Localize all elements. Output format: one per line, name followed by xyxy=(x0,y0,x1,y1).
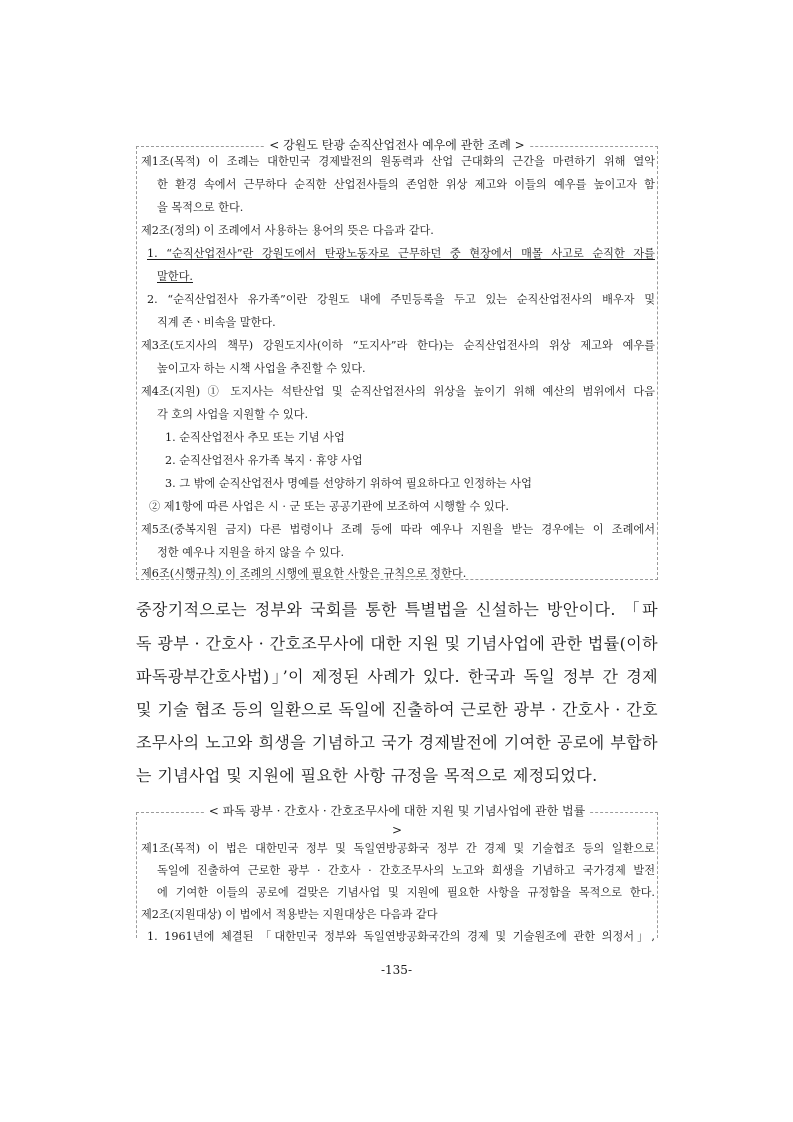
page-number: -135- xyxy=(380,963,412,977)
body-paragraph-line: 조무사의 노고와 희생을 기념하고 국가 경제발전에 기여한 공로에 부합하 xyxy=(136,733,658,752)
ordinance-box xyxy=(136,138,658,580)
ordinance-line: 3. 그 밖에 순직산업전사 명예를 선양하기 위하여 필요하다고 인정하는 사업 xyxy=(165,477,532,490)
ordinance-line: 2. “순직산업전사 유가족”이란 강원도 내에 주민등록을 두고 있는 순직산업전사의 배우자 및 xyxy=(147,293,655,306)
ordinance-line: ② 제1항에 따른 사업은 시 · 군 또는 공공기관에 보조하여 시행할 수 있다. xyxy=(149,500,509,513)
body-paragraph-line: 는 기념사업 및 지원에 필요한 사항 규정을 목적으로 제정되었다. xyxy=(136,766,598,785)
ordinance-line: 제6조(시행규칙) 이 조례의 시행에 필요한 사항은 규칙으로 정한다. xyxy=(141,567,467,580)
ordinance-line: 높이고자 하는 시책 사업을 추진할 수 있다. xyxy=(157,362,366,375)
law-box-title: < 파독 광부 · 간호사 · 간호조무사에 대한 지원 및 기념사업에 관한 법률 xyxy=(137,804,657,818)
ordinance-line: 제2조(정의) 이 조례에서 사용하는 용어의 뜻은 다음과 같다. xyxy=(141,224,434,237)
body-paragraph-line: 중장기적으로는 정부와 국회를 통한 특별법을 신설하는 방안이다. 「파 xyxy=(136,600,658,619)
body-paragraph-line: 파독광부간호사법)」’이 제정된 사례가 있다. 한국과 독일 정부 간 경제 xyxy=(136,667,658,686)
law-line: 제2조(지원대상) 이 법에서 적용받는 지원대상은 다음과 같다 xyxy=(141,908,438,921)
ordinance-box-title: < 강원도 탄광 순직산업전사 예우에 관한 조례 > xyxy=(137,138,657,152)
law-box-title-close: > xyxy=(391,823,403,837)
body-paragraph-line: 및 기술 협조 등의 일환으로 독일에 진출하여 근로한 광부 · 간호사 · 간호 xyxy=(136,700,658,719)
ordinance-line: 제5조(중복지원 금지) 다른 법령이나 조례 등에 따라 예우나 지원을 받는 경우에는 이 조례에서 xyxy=(141,523,655,536)
ordinance-line: 한 환경 속에서 근무하다 순직한 산업전사들의 존엄한 위상 제고와 이들의 예우를 높이고자 함 xyxy=(157,178,655,191)
ordinance-line: 각 호의 사업을 지원할 수 있다. xyxy=(157,408,309,421)
law-line: 제1조(목적) 이 법은 대한민국 정부 및 독일연방공화국 정부 간 경제 및 기술협조 등의 일환으로 xyxy=(141,842,655,855)
law-box xyxy=(136,804,658,943)
ordinance-line-underlined: 말한다. xyxy=(157,270,193,283)
law-line: 1. 1961년에 체결된 「대한민국 정부와 독일연방공화국간의 경제 및 기술원조에 관한 의정서」, xyxy=(147,930,655,943)
body-paragraph-line: 독 광부 · 간호사 · 간호조무사에 대한 지원 및 기념사업에 관한 법률(이하 xyxy=(136,634,658,653)
law-line: 독일에 진출하여 근로한 광부 · 간호사 · 간호조무사의 노고와 희생을 기념하고 국가경제 발전 xyxy=(157,864,655,877)
ordinance-line: 제4조(지원) ① 도지사는 석탄산업 및 순직산업전사의 위상을 높이기 위해 예산의 범위에서 다음 xyxy=(141,385,655,398)
ordinance-line-underlined: 1. “순직산업전사”란 강원도에서 탄광노동자로 근무하던 중 현장에서 매몰 사고로 순직한 자를 xyxy=(147,247,655,260)
law-line: 에 기여한 이들의 공로에 걸맞은 기념사업 및 지원에 필요한 사항을 규정함을 목적으로 한다. xyxy=(157,886,655,899)
ordinance-line: 제3조(도지사의 책무) 강원도지사(이하 “도지사”라 한다)는 순직산업전사의 위상 제고와 예우를 xyxy=(141,339,655,352)
ordinance-line: 직계 존ㆍ비속을 말한다. xyxy=(157,316,276,329)
ordinance-line: 을 목적으로 한다. xyxy=(157,201,244,214)
ordinance-line: 제1조(목적) 이 조례는 대한민국 경제발전의 원동력과 산업 근대화의 근간을 마련하기 위해 열악 xyxy=(141,155,655,168)
ordinance-line: 2. 순직산업전사 유가족 복지 · 휴양 사업 xyxy=(165,454,363,467)
ordinance-line: 정한 예우나 지원을 하지 않을 수 있다. xyxy=(157,546,345,559)
ordinance-line: 1. 순직산업전사 추모 또는 기념 사업 xyxy=(165,431,345,444)
